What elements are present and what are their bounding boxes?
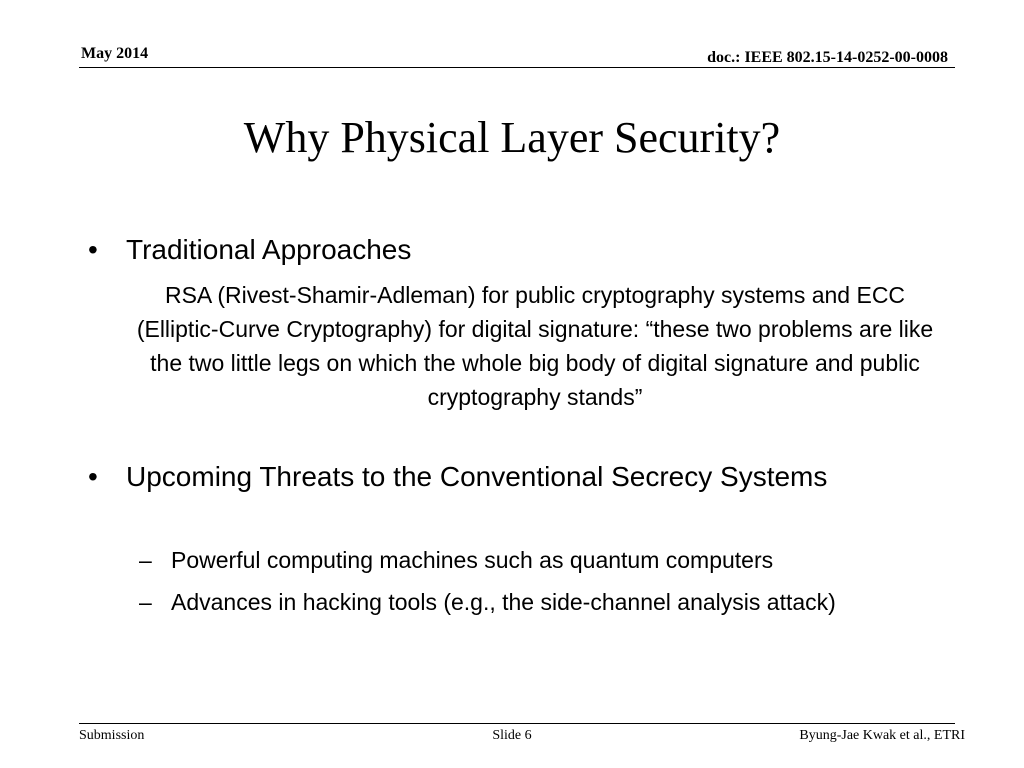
traditional-approaches-paragraph: RSA (Rivest-Shamir-Adleman) for public cryptography systems and ECC (Elliptic-Curve Cryptography) for digital signature: “these two problems are like the two little legs on which the whole big body of digital signature and public cryptography stands” xyxy=(136,282,934,410)
subitem-hacking-tools xyxy=(139,585,939,619)
bullet-marker: • xyxy=(88,461,98,492)
slide-title: Why Physical Layer Security? xyxy=(243,113,781,162)
bullet-text: Upcoming Threats to the Conventional Secrecy Systems xyxy=(126,461,828,492)
subitem-text: Powerful computing machines such as quantum computers xyxy=(171,547,774,573)
bullet-marker: • xyxy=(88,234,98,265)
dash-marker: – xyxy=(139,589,152,615)
header-divider xyxy=(79,67,955,68)
header-doc-id: doc.: IEEE 802.15-14-0252-00-0008 xyxy=(707,49,948,66)
bullet-text: Traditional Approaches xyxy=(126,234,412,265)
subitem-quantum-computers xyxy=(139,543,939,577)
dash-marker: – xyxy=(139,547,152,573)
header-date: May 2014 xyxy=(81,45,149,62)
footer-submission: Submission xyxy=(79,728,145,743)
subitem-text: Advances in hacking tools (e.g., the side-channel analysis attack) xyxy=(171,589,836,615)
footer-divider xyxy=(79,723,955,724)
bullet-upcoming-threats xyxy=(88,458,948,496)
footer-author: Byung-Jae Kwak et al., ETRI xyxy=(799,728,965,743)
bullet-traditional-approaches xyxy=(88,231,948,269)
footer-slide-number: Slide 6 xyxy=(492,728,532,743)
